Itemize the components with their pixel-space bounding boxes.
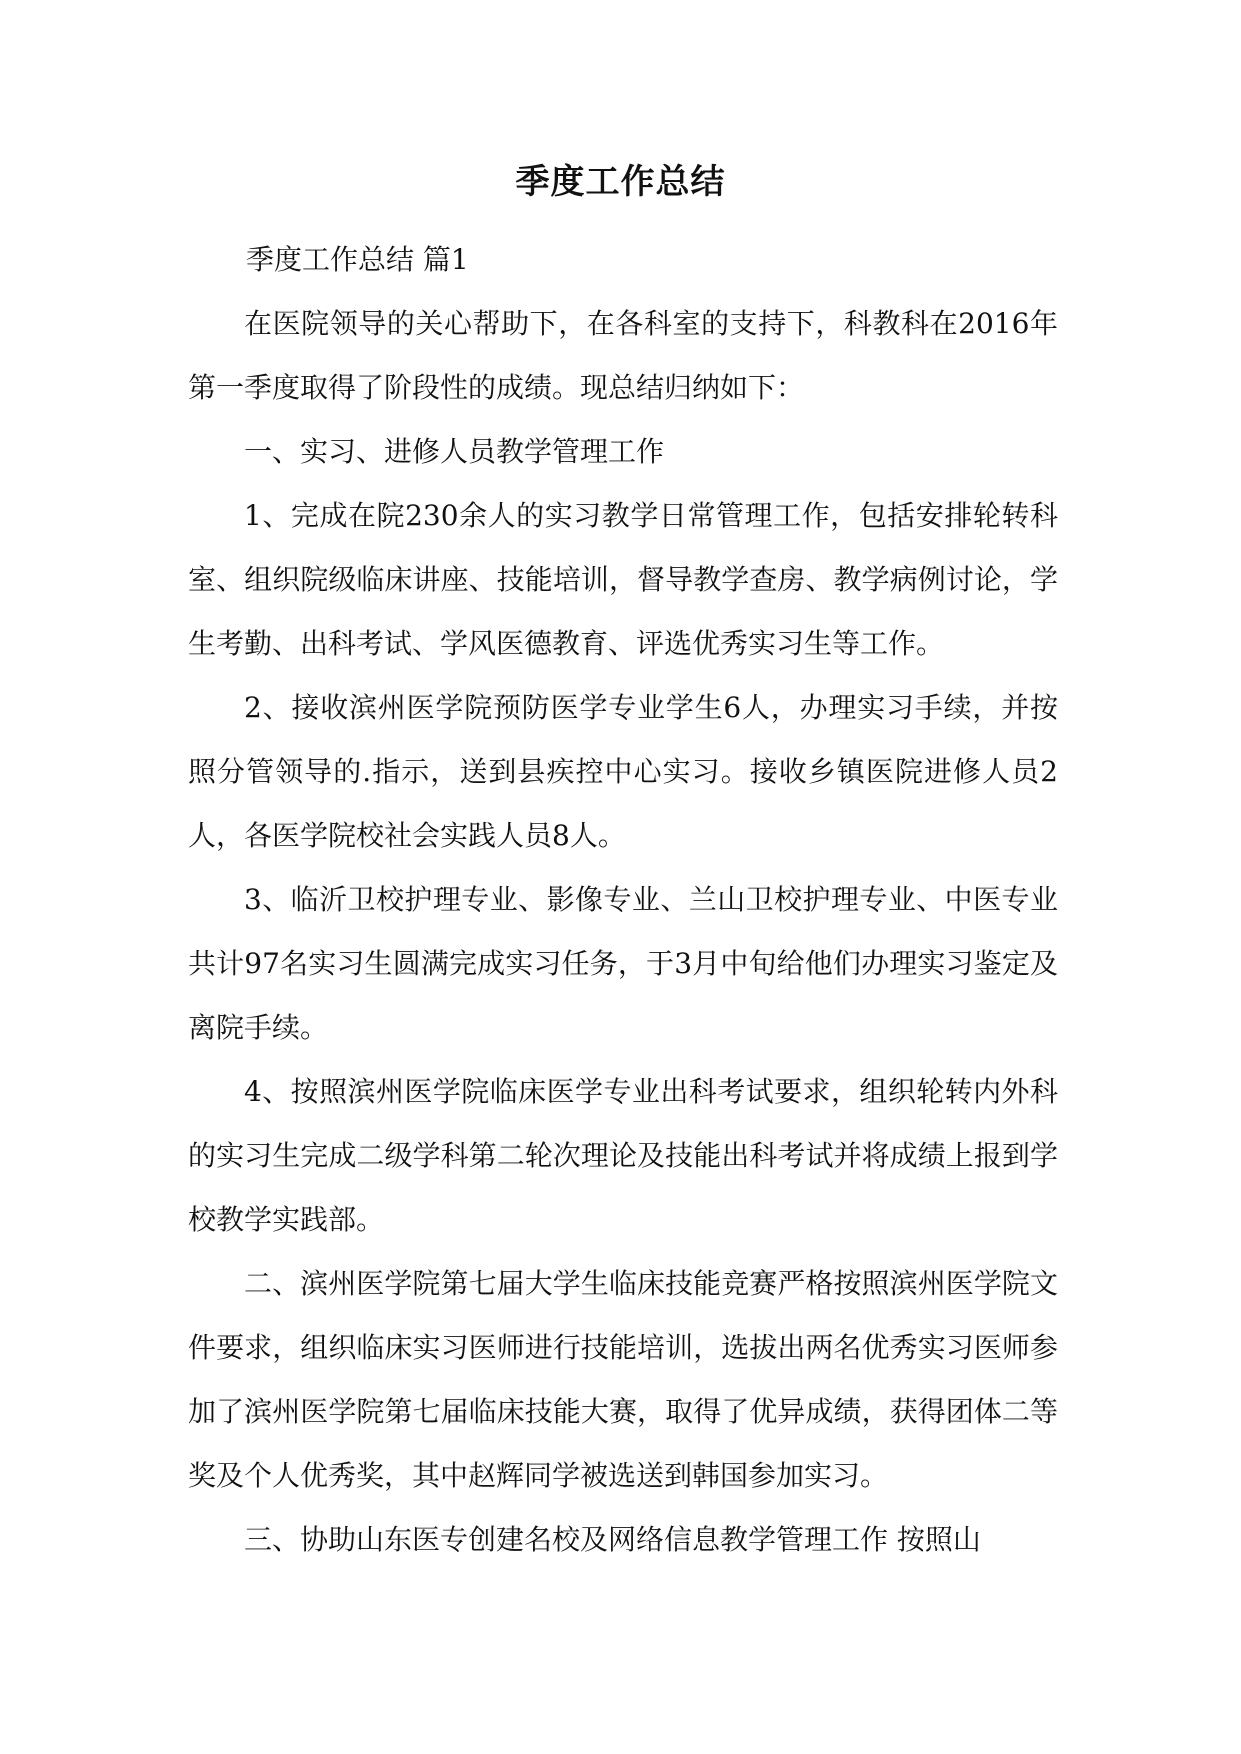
section-paragraph-3: 三、协助山东医专创建名校及网络信息教学管理工作 按照山: [244, 1523, 981, 1556]
document-body: [188, 228, 1058, 1572]
paragraph-item-3: 3、临沂卫校护理专业、影像专业、兰山卫校护理专业、中医专业共计97名实习生圆满完成实习任务，于3月中旬给他们办理实习鉴定及离院手续。: [188, 883, 1058, 1044]
section-paragraph-2: 二、滨州医学院第七届大学生临床技能竞赛严格按照滨州医学院文件要求，组织临床实习医师进行技能培训，选拔出两名优秀实习医师参加了滨州医学院第七届临床技能大赛，取得了优异成绩，获得团体二等奖及个人优秀奖，其中赵辉同学被选送到韩国参加实习。: [188, 1267, 1058, 1492]
section-heading-1: 一、实习、进修人员教学管理工作: [244, 435, 665, 468]
paragraph-item-1: 1、完成在院230余人的实习教学日常管理工作，包括安排轮转科室、组织院级临床讲座、技能培训，督导教学查房、教学病例讨论，学生考勤、出科考试、学风医德教育、评选优秀实习生等工作。: [188, 499, 1058, 660]
paragraph-item-4: 4、按照滨州医学院临床医学专业出科考试要求，组织轮转内外科的实习生完成二级学科第二轮次理论及技能出科考试并将成绩上报到学校教学实践部。: [188, 1075, 1058, 1236]
section-subheading: 季度工作总结 篇1: [246, 243, 469, 276]
intro-paragraph: 在医院领导的关心帮助下，在各科室的支持下，科教科在2016年第一季度取得了阶段性的成绩。现总结归纳如下：: [188, 307, 1058, 404]
document-title: 季度工作总结: [515, 162, 726, 202]
paragraph-item-2: 2、接收滨州医学院预防医学专业学生6人，办理实习手续，并按照分管领导的.指示，送到县疾控中心实习。接收乡镇医院进修人员2人，各医学院校社会实践人员8人。: [188, 691, 1058, 852]
